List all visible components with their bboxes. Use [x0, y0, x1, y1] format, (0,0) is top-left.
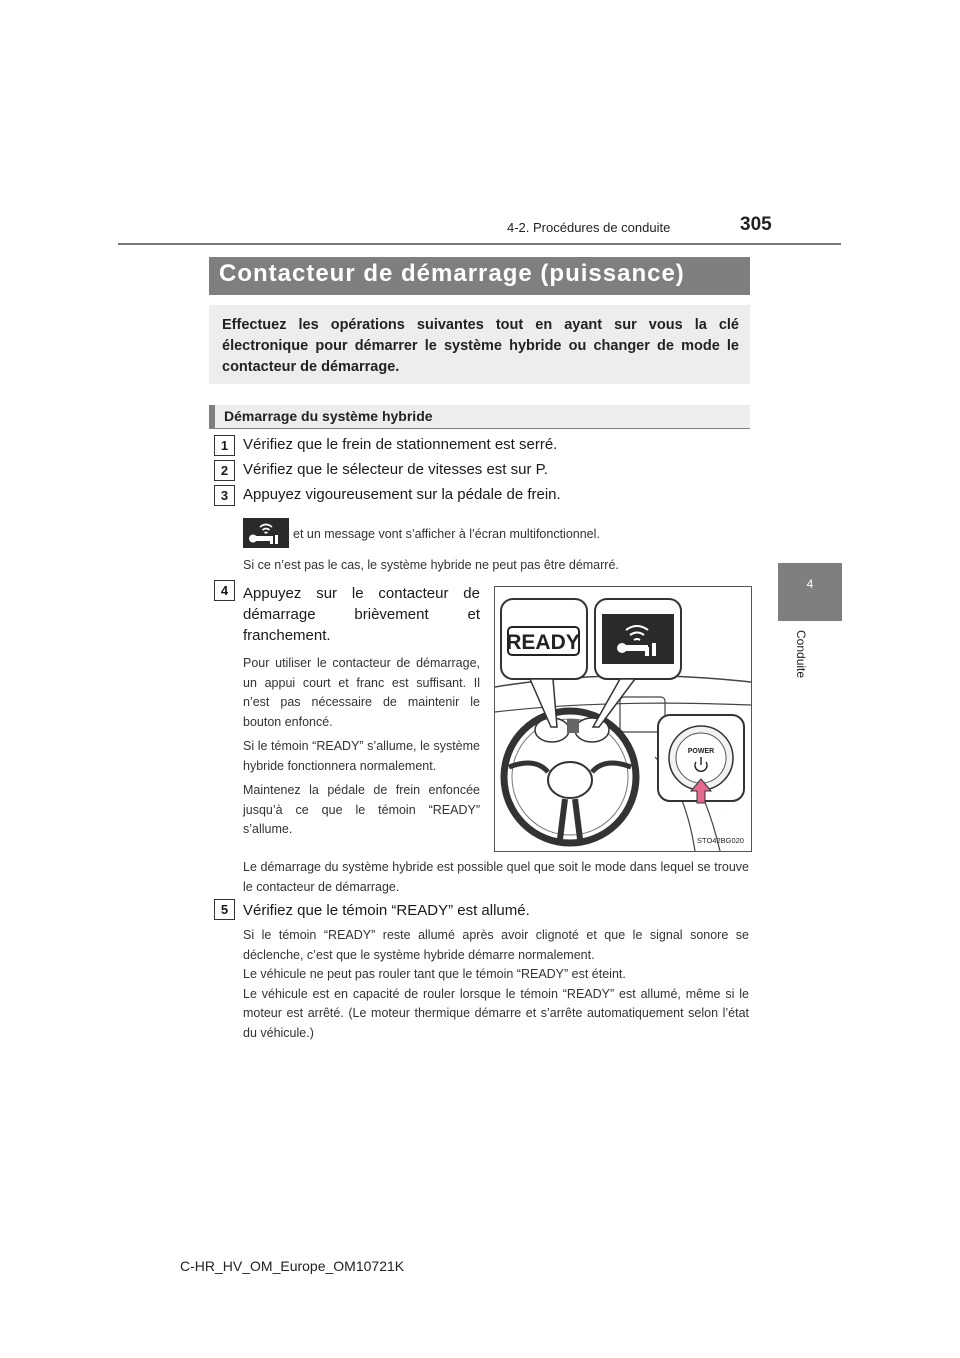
step-number-3: 3 [214, 485, 235, 506]
page-title: Contacteur de démarrage (puissance) [219, 260, 685, 287]
chapter-label [770, 630, 830, 700]
display-message-note: et un message vont s’afficher à l’écran multifonctionnel. [293, 527, 600, 541]
subsection-accent [209, 405, 215, 429]
subsection-title: Démarrage du système hybride [224, 408, 433, 424]
page-title-bar [209, 257, 750, 295]
intro-box [209, 305, 750, 384]
step-4-note-2: Si le témoin “READY” s’allume, le système hybride fonctionnera normalement. [243, 739, 480, 773]
step-4-block [243, 583, 480, 840]
step-text-1: Vérifiez que le frein de stationnement est serré. [243, 436, 558, 453]
figure-code: STO42BG020 [697, 836, 744, 845]
step-number-5: 5 [214, 899, 235, 920]
step-5-note-3: Le véhicule est en capacité de rouler lorsque le témoin “READY” est allumé, même si le moteur est arrêté. (Le moteur thermique démarre et s’arrête automatiquement selon l’état du véhicule.) [243, 986, 749, 1040]
start-failure-note: Si ce n’est pas le cas, le système hybride ne peut pas être démarré. [243, 558, 619, 572]
step-number-1: 1 [214, 435, 235, 456]
step-5-notes [243, 926, 749, 1043]
chapter-tab[interactable] [778, 563, 842, 621]
step-4-note-3: Maintenez la pédale de frein enfoncée jusqu’à ce que le témoin “READY” s’allume. [243, 783, 480, 836]
step-text-3: Appuyez vigoureusement sur la pédale de frein. [243, 486, 561, 503]
step-text-5: Vérifiez que le témoin “READY” est allumé. [243, 902, 530, 919]
chapter-number: 4 [806, 577, 814, 591]
step-text-2: Vérifiez que le sélecteur de vitesses est sur P. [243, 461, 548, 478]
step-4-note-1: Pour utiliser le contacteur de démarrage, un appui court et franc est suffisant. Il n’est pas nécessaire de maintenir le bouton enfoncé. [243, 656, 480, 729]
page-number: 305 [740, 214, 772, 235]
key-brake-indicator-icon [243, 518, 289, 548]
ready-indicator-label: READY [506, 631, 580, 654]
section-header: 4-2. Procédures de conduite [507, 220, 671, 235]
step-number-2: 2 [214, 460, 235, 481]
dashboard-illustration [494, 586, 752, 852]
document-footer: C-HR_HV_OM_Europe_OM10721K [180, 1258, 405, 1274]
step-4-after-note: Le démarrage du système hybride est possible quel que soit le mode dans lequel se trouve le contacteur de démarrage. [243, 860, 749, 894]
header-divider [118, 243, 841, 245]
power-button-label: POWER [687, 748, 715, 755]
step-text-4: Appuyez sur le contacteur de démarrage brièvement et franchement. [243, 585, 480, 644]
step-5-note-1: Si le témoin “READY” reste allumé après avoir clignoté et que le signal sonore se déclenche, c’est que le système hybride démarre normalement. [243, 928, 749, 962]
subsection-underline [209, 428, 750, 429]
chapter-label-text: Conduite [794, 630, 808, 679]
step-5-note-2: Le véhicule ne peut pas rouler tant que le témoin “READY” est éteint. [243, 967, 626, 981]
intro-text: Effectuez les opérations suivantes tout en ayant sur vous la clé électronique pour démarrer le système hybride ou changer de mode le contacteur de démarrage. [222, 317, 739, 375]
step-number-4: 4 [214, 580, 235, 601]
